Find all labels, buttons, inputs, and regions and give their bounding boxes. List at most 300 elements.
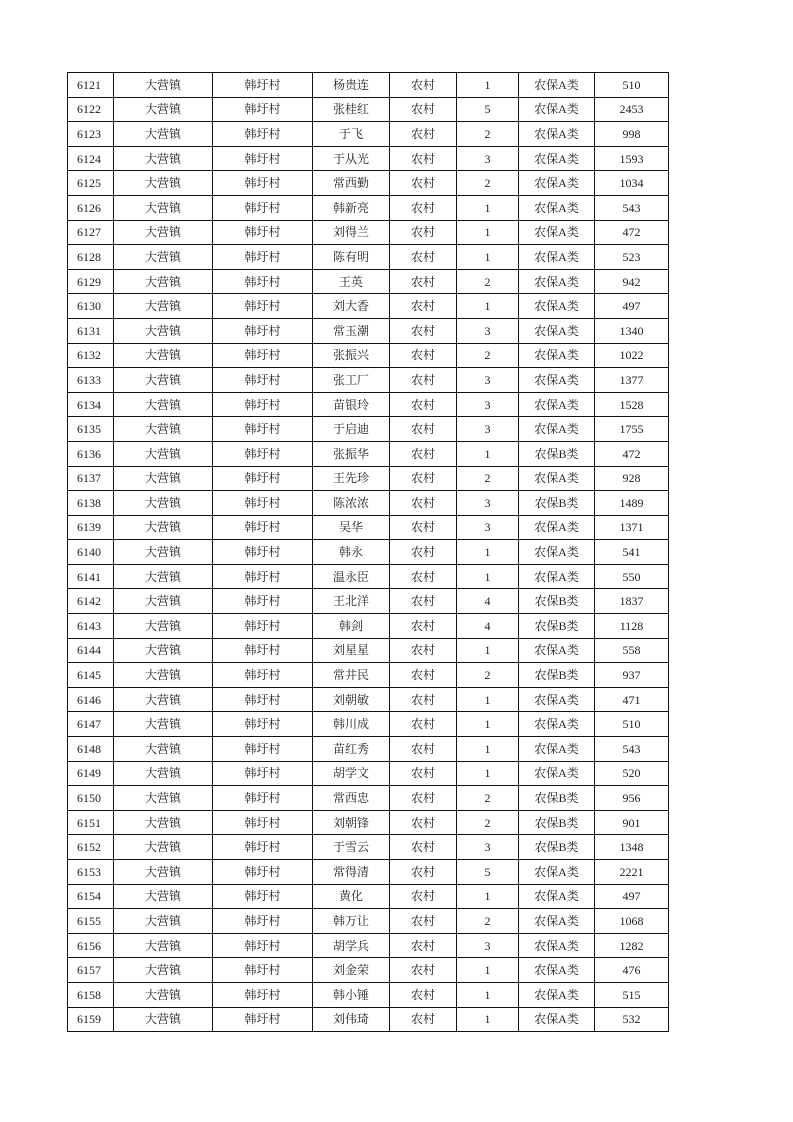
cell-row-number: 6125: [68, 171, 114, 196]
cell-village: 韩圩村: [213, 368, 313, 393]
cell-insurance-category: 农保A类: [519, 737, 595, 762]
cell-name: 黄化: [313, 884, 390, 909]
table-row: [68, 564, 669, 589]
cell-household-size: 1: [457, 982, 519, 1007]
cell-name: 于飞: [313, 122, 390, 147]
cell-town: 大营镇: [114, 146, 213, 171]
cell-amount: 471: [595, 687, 669, 712]
cell-row-number: 6135: [68, 417, 114, 442]
cell-amount: 1022: [595, 343, 669, 368]
cell-village: 韩圩村: [213, 884, 313, 909]
cell-household-size: 1: [457, 884, 519, 909]
cell-household-size: 1: [457, 712, 519, 737]
cell-village: 韩圩村: [213, 663, 313, 688]
cell-household-size: 2: [457, 343, 519, 368]
cell-town: 大营镇: [114, 810, 213, 835]
cell-name: 刘大香: [313, 294, 390, 319]
cell-insurance-category: 农保A类: [519, 761, 595, 786]
cell-name: 张振华: [313, 441, 390, 466]
cell-amount: 532: [595, 1007, 669, 1032]
table-body: [68, 73, 669, 1032]
cell-area-type: 农村: [390, 73, 457, 98]
table-row: [68, 958, 669, 983]
cell-insurance-category: 农保A类: [519, 269, 595, 294]
cell-name: 韩新亮: [313, 195, 390, 220]
cell-town: 大营镇: [114, 958, 213, 983]
cell-insurance-category: 农保B类: [519, 835, 595, 860]
cell-area-type: 农村: [390, 441, 457, 466]
cell-amount: 1377: [595, 368, 669, 393]
cell-area-type: 农村: [390, 860, 457, 885]
table-row: [68, 97, 669, 122]
cell-village: 韩圩村: [213, 441, 313, 466]
cell-area-type: 农村: [390, 392, 457, 417]
cell-village: 韩圩村: [213, 294, 313, 319]
cell-town: 大营镇: [114, 195, 213, 220]
cell-row-number: 6145: [68, 663, 114, 688]
cell-area-type: 农村: [390, 97, 457, 122]
cell-town: 大营镇: [114, 737, 213, 762]
cell-household-size: 1: [457, 73, 519, 98]
cell-area-type: 农村: [390, 737, 457, 762]
table-row: [68, 737, 669, 762]
table-row: [68, 810, 669, 835]
table-row: [68, 687, 669, 712]
cell-name: 吴华: [313, 515, 390, 540]
cell-insurance-category: 农保A类: [519, 195, 595, 220]
cell-amount: 1128: [595, 614, 669, 639]
cell-row-number: 6147: [68, 712, 114, 737]
table-row: [68, 73, 669, 98]
cell-insurance-category: 农保B类: [519, 589, 595, 614]
cell-row-number: 6148: [68, 737, 114, 762]
cell-area-type: 农村: [390, 245, 457, 270]
cell-row-number: 6128: [68, 245, 114, 270]
cell-row-number: 6158: [68, 982, 114, 1007]
cell-insurance-category: 农保A类: [519, 564, 595, 589]
cell-town: 大营镇: [114, 515, 213, 540]
cell-village: 韩圩村: [213, 171, 313, 196]
cell-amount: 520: [595, 761, 669, 786]
cell-insurance-category: 农保A类: [519, 466, 595, 491]
cell-row-number: 6132: [68, 343, 114, 368]
cell-row-number: 6143: [68, 614, 114, 639]
cell-amount: 1371: [595, 515, 669, 540]
cell-name: 杨贵连: [313, 73, 390, 98]
cell-village: 韩圩村: [213, 122, 313, 147]
cell-insurance-category: 农保B类: [519, 441, 595, 466]
table-row: [68, 982, 669, 1007]
cell-insurance-category: 农保A类: [519, 933, 595, 958]
cell-row-number: 6154: [68, 884, 114, 909]
cell-household-size: 4: [457, 589, 519, 614]
cell-town: 大营镇: [114, 417, 213, 442]
cell-town: 大营镇: [114, 1007, 213, 1032]
cell-town: 大营镇: [114, 318, 213, 343]
cell-row-number: 6144: [68, 638, 114, 663]
cell-household-size: 1: [457, 638, 519, 663]
cell-amount: 1282: [595, 933, 669, 958]
cell-amount: 998: [595, 122, 669, 147]
cell-town: 大营镇: [114, 909, 213, 934]
cell-area-type: 农村: [390, 220, 457, 245]
cell-name: 韩万让: [313, 909, 390, 934]
cell-area-type: 农村: [390, 982, 457, 1007]
cell-name: 于启迪: [313, 417, 390, 442]
table-row: [68, 392, 669, 417]
cell-row-number: 6122: [68, 97, 114, 122]
cell-row-number: 6146: [68, 687, 114, 712]
cell-household-size: 1: [457, 737, 519, 762]
cell-village: 韩圩村: [213, 97, 313, 122]
cell-town: 大营镇: [114, 982, 213, 1007]
cell-row-number: 6152: [68, 835, 114, 860]
cell-village: 韩圩村: [213, 466, 313, 491]
table-row: [68, 146, 669, 171]
cell-name: 韩剑: [313, 614, 390, 639]
cell-town: 大营镇: [114, 97, 213, 122]
cell-row-number: 6137: [68, 466, 114, 491]
cell-village: 韩圩村: [213, 958, 313, 983]
cell-village: 韩圩村: [213, 761, 313, 786]
cell-village: 韩圩村: [213, 417, 313, 442]
cell-area-type: 农村: [390, 343, 457, 368]
cell-name: 韩小锤: [313, 982, 390, 1007]
cell-household-size: 5: [457, 860, 519, 885]
cell-name: 刘朝锋: [313, 810, 390, 835]
cell-insurance-category: 农保A类: [519, 909, 595, 934]
table-row: [68, 515, 669, 540]
table-row: [68, 122, 669, 147]
cell-town: 大营镇: [114, 687, 213, 712]
cell-village: 韩圩村: [213, 835, 313, 860]
cell-area-type: 农村: [390, 466, 457, 491]
table-row: [68, 294, 669, 319]
cell-insurance-category: 农保A类: [519, 860, 595, 885]
table-row: [68, 441, 669, 466]
cell-name: 刘伟琦: [313, 1007, 390, 1032]
cell-town: 大营镇: [114, 491, 213, 516]
cell-name: 常井民: [313, 663, 390, 688]
cell-town: 大营镇: [114, 122, 213, 147]
cell-village: 韩圩村: [213, 540, 313, 565]
cell-amount: 558: [595, 638, 669, 663]
cell-amount: 472: [595, 441, 669, 466]
table-row: [68, 171, 669, 196]
cell-household-size: 3: [457, 491, 519, 516]
household-table: [67, 72, 669, 1032]
cell-amount: 543: [595, 737, 669, 762]
table-row: [68, 712, 669, 737]
table-row: [68, 614, 669, 639]
cell-amount: 510: [595, 73, 669, 98]
cell-name: 陈浓浓: [313, 491, 390, 516]
cell-amount: 1068: [595, 909, 669, 934]
cell-row-number: 6150: [68, 786, 114, 811]
cell-village: 韩圩村: [213, 933, 313, 958]
cell-amount: 510: [595, 712, 669, 737]
cell-household-size: 1: [457, 958, 519, 983]
cell-household-size: 3: [457, 392, 519, 417]
cell-amount: 550: [595, 564, 669, 589]
cell-row-number: 6126: [68, 195, 114, 220]
cell-row-number: 6142: [68, 589, 114, 614]
cell-insurance-category: 农保A类: [519, 368, 595, 393]
cell-name: 常得清: [313, 860, 390, 885]
table-row: [68, 589, 669, 614]
cell-village: 韩圩村: [213, 146, 313, 171]
cell-town: 大营镇: [114, 441, 213, 466]
cell-area-type: 农村: [390, 687, 457, 712]
cell-town: 大营镇: [114, 269, 213, 294]
cell-area-type: 农村: [390, 171, 457, 196]
table-row: [68, 663, 669, 688]
cell-insurance-category: 农保B类: [519, 614, 595, 639]
cell-household-size: 3: [457, 417, 519, 442]
cell-town: 大营镇: [114, 884, 213, 909]
cell-town: 大营镇: [114, 663, 213, 688]
cell-area-type: 农村: [390, 589, 457, 614]
cell-town: 大营镇: [114, 564, 213, 589]
cell-amount: 942: [595, 269, 669, 294]
cell-town: 大营镇: [114, 343, 213, 368]
cell-name: 王北洋: [313, 589, 390, 614]
cell-town: 大营镇: [114, 294, 213, 319]
cell-insurance-category: 农保A类: [519, 638, 595, 663]
cell-insurance-category: 农保A类: [519, 958, 595, 983]
cell-row-number: 6121: [68, 73, 114, 98]
cell-village: 韩圩村: [213, 712, 313, 737]
cell-name: 胡学兵: [313, 933, 390, 958]
cell-name: 常玉潮: [313, 318, 390, 343]
table-row: [68, 220, 669, 245]
cell-insurance-category: 农保A类: [519, 146, 595, 171]
cell-household-size: 1: [457, 761, 519, 786]
cell-amount: 1034: [595, 171, 669, 196]
table-row: [68, 195, 669, 220]
cell-area-type: 农村: [390, 614, 457, 639]
cell-amount: 476: [595, 958, 669, 983]
cell-amount: 901: [595, 810, 669, 835]
cell-insurance-category: 农保A类: [519, 392, 595, 417]
cell-household-size: 1: [457, 1007, 519, 1032]
cell-row-number: 6133: [68, 368, 114, 393]
cell-name: 王先珍: [313, 466, 390, 491]
table-row: [68, 318, 669, 343]
table-row: [68, 368, 669, 393]
cell-area-type: 农村: [390, 515, 457, 540]
cell-amount: 1837: [595, 589, 669, 614]
cell-town: 大营镇: [114, 614, 213, 639]
cell-village: 韩圩村: [213, 343, 313, 368]
table-row: [68, 245, 669, 270]
cell-amount: 523: [595, 245, 669, 270]
cell-insurance-category: 农保A类: [519, 540, 595, 565]
cell-row-number: 6159: [68, 1007, 114, 1032]
cell-household-size: 1: [457, 245, 519, 270]
cell-area-type: 农村: [390, 909, 457, 934]
cell-household-size: 1: [457, 294, 519, 319]
cell-village: 韩圩村: [213, 491, 313, 516]
cell-area-type: 农村: [390, 564, 457, 589]
cell-amount: 1755: [595, 417, 669, 442]
cell-insurance-category: 农保A类: [519, 318, 595, 343]
cell-insurance-category: 农保A类: [519, 515, 595, 540]
cell-household-size: 2: [457, 171, 519, 196]
cell-insurance-category: 农保A类: [519, 220, 595, 245]
cell-area-type: 农村: [390, 958, 457, 983]
cell-village: 韩圩村: [213, 73, 313, 98]
table-row: [68, 933, 669, 958]
cell-name: 刘得兰: [313, 220, 390, 245]
cell-insurance-category: 农保A类: [519, 122, 595, 147]
cell-area-type: 农村: [390, 195, 457, 220]
cell-row-number: 6157: [68, 958, 114, 983]
cell-name: 于雪云: [313, 835, 390, 860]
cell-town: 大营镇: [114, 73, 213, 98]
cell-area-type: 农村: [390, 663, 457, 688]
cell-amount: 937: [595, 663, 669, 688]
cell-area-type: 农村: [390, 318, 457, 343]
table-row: [68, 1007, 669, 1032]
cell-household-size: 3: [457, 318, 519, 343]
cell-area-type: 农村: [390, 1007, 457, 1032]
cell-household-size: 2: [457, 122, 519, 147]
cell-town: 大营镇: [114, 589, 213, 614]
cell-household-size: 3: [457, 515, 519, 540]
cell-row-number: 6123: [68, 122, 114, 147]
cell-town: 大营镇: [114, 466, 213, 491]
cell-insurance-category: 农保A类: [519, 687, 595, 712]
cell-village: 韩圩村: [213, 1007, 313, 1032]
cell-amount: 497: [595, 294, 669, 319]
cell-amount: 472: [595, 220, 669, 245]
cell-row-number: 6131: [68, 318, 114, 343]
cell-area-type: 农村: [390, 712, 457, 737]
cell-name: 刘金荣: [313, 958, 390, 983]
cell-area-type: 农村: [390, 269, 457, 294]
cell-village: 韩圩村: [213, 860, 313, 885]
cell-village: 韩圩村: [213, 638, 313, 663]
table-row: [68, 761, 669, 786]
cell-village: 韩圩村: [213, 318, 313, 343]
table-row: [68, 786, 669, 811]
table-row: [68, 884, 669, 909]
cell-household-size: 2: [457, 786, 519, 811]
cell-household-size: 2: [457, 810, 519, 835]
cell-row-number: 6140: [68, 540, 114, 565]
cell-village: 韩圩村: [213, 982, 313, 1007]
cell-area-type: 农村: [390, 810, 457, 835]
cell-name: 常西勤: [313, 171, 390, 196]
cell-household-size: 2: [457, 663, 519, 688]
cell-household-size: 2: [457, 269, 519, 294]
cell-village: 韩圩村: [213, 909, 313, 934]
cell-town: 大营镇: [114, 368, 213, 393]
cell-area-type: 农村: [390, 933, 457, 958]
cell-village: 韩圩村: [213, 786, 313, 811]
cell-area-type: 农村: [390, 638, 457, 663]
cell-village: 韩圩村: [213, 245, 313, 270]
cell-insurance-category: 农保A类: [519, 417, 595, 442]
table-row: [68, 343, 669, 368]
table-row: [68, 417, 669, 442]
cell-name: 韩川成: [313, 712, 390, 737]
cell-town: 大营镇: [114, 220, 213, 245]
cell-area-type: 农村: [390, 294, 457, 319]
cell-insurance-category: 农保A类: [519, 1007, 595, 1032]
cell-household-size: 4: [457, 614, 519, 639]
cell-household-size: 1: [457, 564, 519, 589]
cell-name: 陈有明: [313, 245, 390, 270]
cell-town: 大营镇: [114, 638, 213, 663]
cell-insurance-category: 农保A类: [519, 245, 595, 270]
cell-town: 大营镇: [114, 245, 213, 270]
cell-name: 温永臣: [313, 564, 390, 589]
cell-row-number: 6156: [68, 933, 114, 958]
table-row: [68, 835, 669, 860]
cell-household-size: 1: [457, 195, 519, 220]
cell-amount: 541: [595, 540, 669, 565]
cell-amount: 2453: [595, 97, 669, 122]
cell-household-size: 3: [457, 933, 519, 958]
table-row: [68, 860, 669, 885]
table-row: [68, 491, 669, 516]
cell-town: 大营镇: [114, 761, 213, 786]
cell-village: 韩圩村: [213, 737, 313, 762]
cell-area-type: 农村: [390, 491, 457, 516]
cell-insurance-category: 农保A类: [519, 97, 595, 122]
table-row: [68, 638, 669, 663]
table-row: [68, 269, 669, 294]
cell-household-size: 1: [457, 687, 519, 712]
table-row: [68, 909, 669, 934]
cell-insurance-category: 农保A类: [519, 884, 595, 909]
cell-name: 苗银玲: [313, 392, 390, 417]
cell-town: 大营镇: [114, 933, 213, 958]
cell-name: 于从光: [313, 146, 390, 171]
cell-row-number: 6149: [68, 761, 114, 786]
cell-row-number: 6129: [68, 269, 114, 294]
cell-insurance-category: 农保A类: [519, 343, 595, 368]
cell-area-type: 农村: [390, 540, 457, 565]
cell-amount: 497: [595, 884, 669, 909]
cell-household-size: 2: [457, 466, 519, 491]
cell-area-type: 农村: [390, 884, 457, 909]
cell-amount: 1593: [595, 146, 669, 171]
cell-amount: 2221: [595, 860, 669, 885]
cell-area-type: 农村: [390, 786, 457, 811]
cell-name: 张工厂: [313, 368, 390, 393]
cell-amount: 1348: [595, 835, 669, 860]
cell-insurance-category: 农保A类: [519, 171, 595, 196]
cell-village: 韩圩村: [213, 220, 313, 245]
cell-row-number: 6134: [68, 392, 114, 417]
cell-row-number: 6124: [68, 146, 114, 171]
cell-insurance-category: 农保B类: [519, 491, 595, 516]
cell-row-number: 6127: [68, 220, 114, 245]
cell-name: 王英: [313, 269, 390, 294]
cell-amount: 1340: [595, 318, 669, 343]
cell-row-number: 6151: [68, 810, 114, 835]
cell-insurance-category: 农保A类: [519, 712, 595, 737]
cell-amount: 956: [595, 786, 669, 811]
cell-village: 韩圩村: [213, 195, 313, 220]
cell-insurance-category: 农保B类: [519, 663, 595, 688]
cell-row-number: 6155: [68, 909, 114, 934]
cell-village: 韩圩村: [213, 589, 313, 614]
cell-area-type: 农村: [390, 417, 457, 442]
